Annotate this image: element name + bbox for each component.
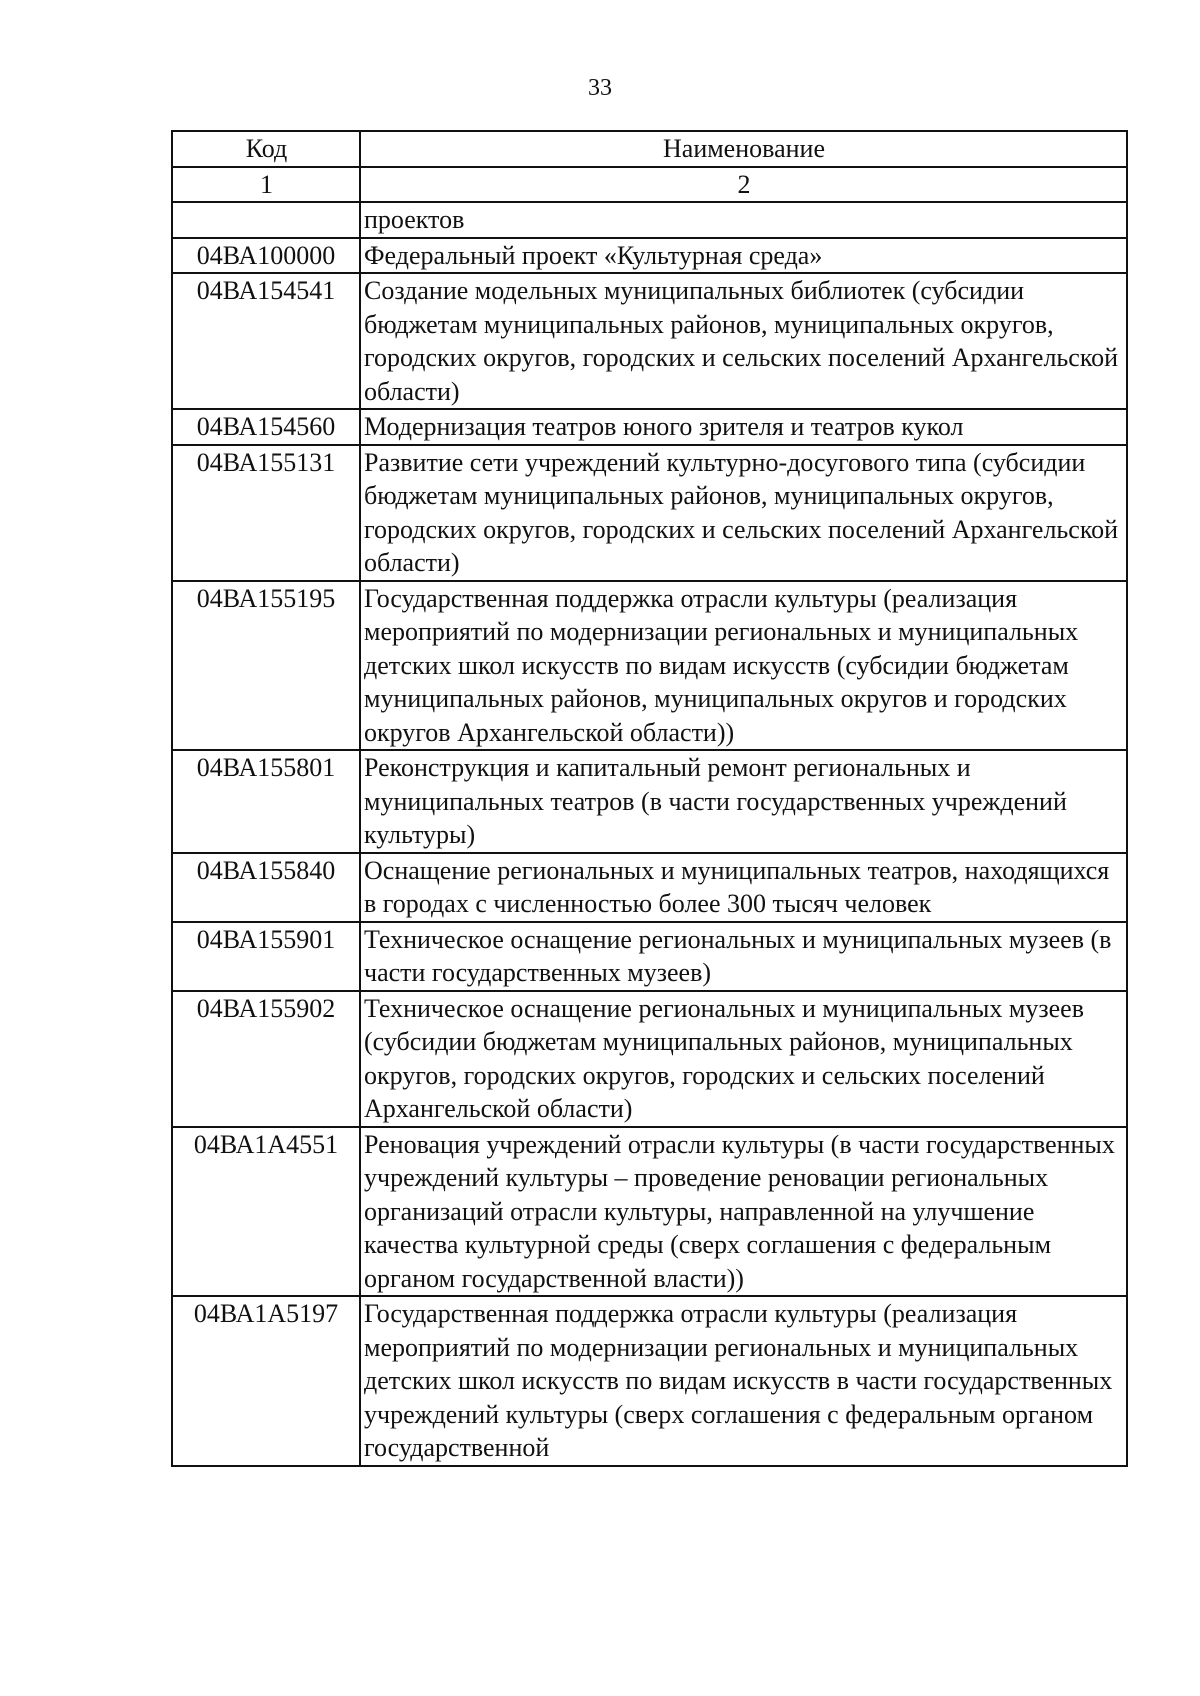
table-row [172, 1296, 1127, 1466]
table-row [172, 202, 1127, 238]
table-row [172, 1127, 1127, 1297]
row-code: 04ВА154560 [172, 409, 360, 445]
row-code: 04ВА1А4551 [172, 1127, 360, 1297]
table-row [172, 273, 1127, 409]
row-name: Модернизация театров юного зрителя и театров кукол [360, 409, 1127, 445]
row-name: Техническое оснащение региональных и муниципальных музеев (субсидии бюджетам муниципальных районов, муниципальных округов, городских округов, городских и сельских поселений Архангельской области) [360, 991, 1127, 1127]
row-name: Государственная поддержка отрасли культуры (реализация мероприятий по модернизации региональных и муниципальных детских школ искусств по видам искусств (субсидии бюджетам муниципальных районов, муниципальных округов и городских округов Архангельской области)) [360, 581, 1127, 751]
budget-code-table [171, 130, 1128, 1467]
row-code: 04ВА155840 [172, 853, 360, 922]
table-row [172, 445, 1127, 581]
table-row [172, 991, 1127, 1127]
row-code: 04ВА155901 [172, 922, 360, 991]
row-name: проектов [360, 202, 1127, 238]
row-code [172, 202, 360, 238]
row-name: Федеральный проект «Культурная среда» [360, 238, 1127, 274]
row-name: Развитие сети учреждений культурно-досугового типа (субсидии бюджетам муниципальных районов, муниципальных округов, городских округов, городских и сельских поселений Архангельской области) [360, 445, 1127, 581]
table-row [172, 409, 1127, 445]
row-code: 04ВА155195 [172, 581, 360, 751]
row-name: Государственная поддержка отрасли культуры (реализация мероприятий по модернизации региональных и муниципальных детских школ искусств по видам искусств в части государственных учреждений культуры (сверх соглашения с федеральным органом государственной [360, 1296, 1127, 1466]
row-code: 04ВА155131 [172, 445, 360, 581]
header-name: Наименование [360, 131, 1127, 167]
row-name: Оснащение региональных и муниципальных театров, находящихся в городах с численностью более 300 тысяч человек [360, 853, 1127, 922]
table-row [172, 853, 1127, 922]
row-code: 04ВА155902 [172, 991, 360, 1127]
table-row [172, 238, 1127, 274]
row-name: Техническое оснащение региональных и муниципальных музеев (в части государственных музеев) [360, 922, 1127, 991]
row-name: Реконструкция и капитальный ремонт региональных и муниципальных театров (в части государственных учреждений культуры) [360, 750, 1127, 853]
page-number: 33 [588, 75, 612, 101]
row-code: 04ВА100000 [172, 238, 360, 274]
row-name: Создание модельных муниципальных библиотек (субсидии бюджетам муниципальных районов, муниципальных округов, городских округов, городских и сельских поселений Архангельской области) [360, 273, 1127, 409]
table-header-row [172, 131, 1127, 167]
index-name: 2 [360, 167, 1127, 203]
table-index-row [172, 167, 1127, 203]
row-code: 04ВА1А5197 [172, 1296, 360, 1466]
row-code: 04ВА154541 [172, 273, 360, 409]
table-row [172, 922, 1127, 991]
table-row [172, 581, 1127, 751]
row-code: 04ВА155801 [172, 750, 360, 853]
header-code: Код [172, 131, 360, 167]
table-row [172, 750, 1127, 853]
row-name: Реновация учреждений отрасли культуры (в части государственных учреждений культуры – проведение реновации региональных организаций отрасли культуры, направленной на улучшение качества культурной среды (сверх соглашения с федеральным органом государственной власти)) [360, 1127, 1127, 1297]
index-code: 1 [172, 167, 360, 203]
